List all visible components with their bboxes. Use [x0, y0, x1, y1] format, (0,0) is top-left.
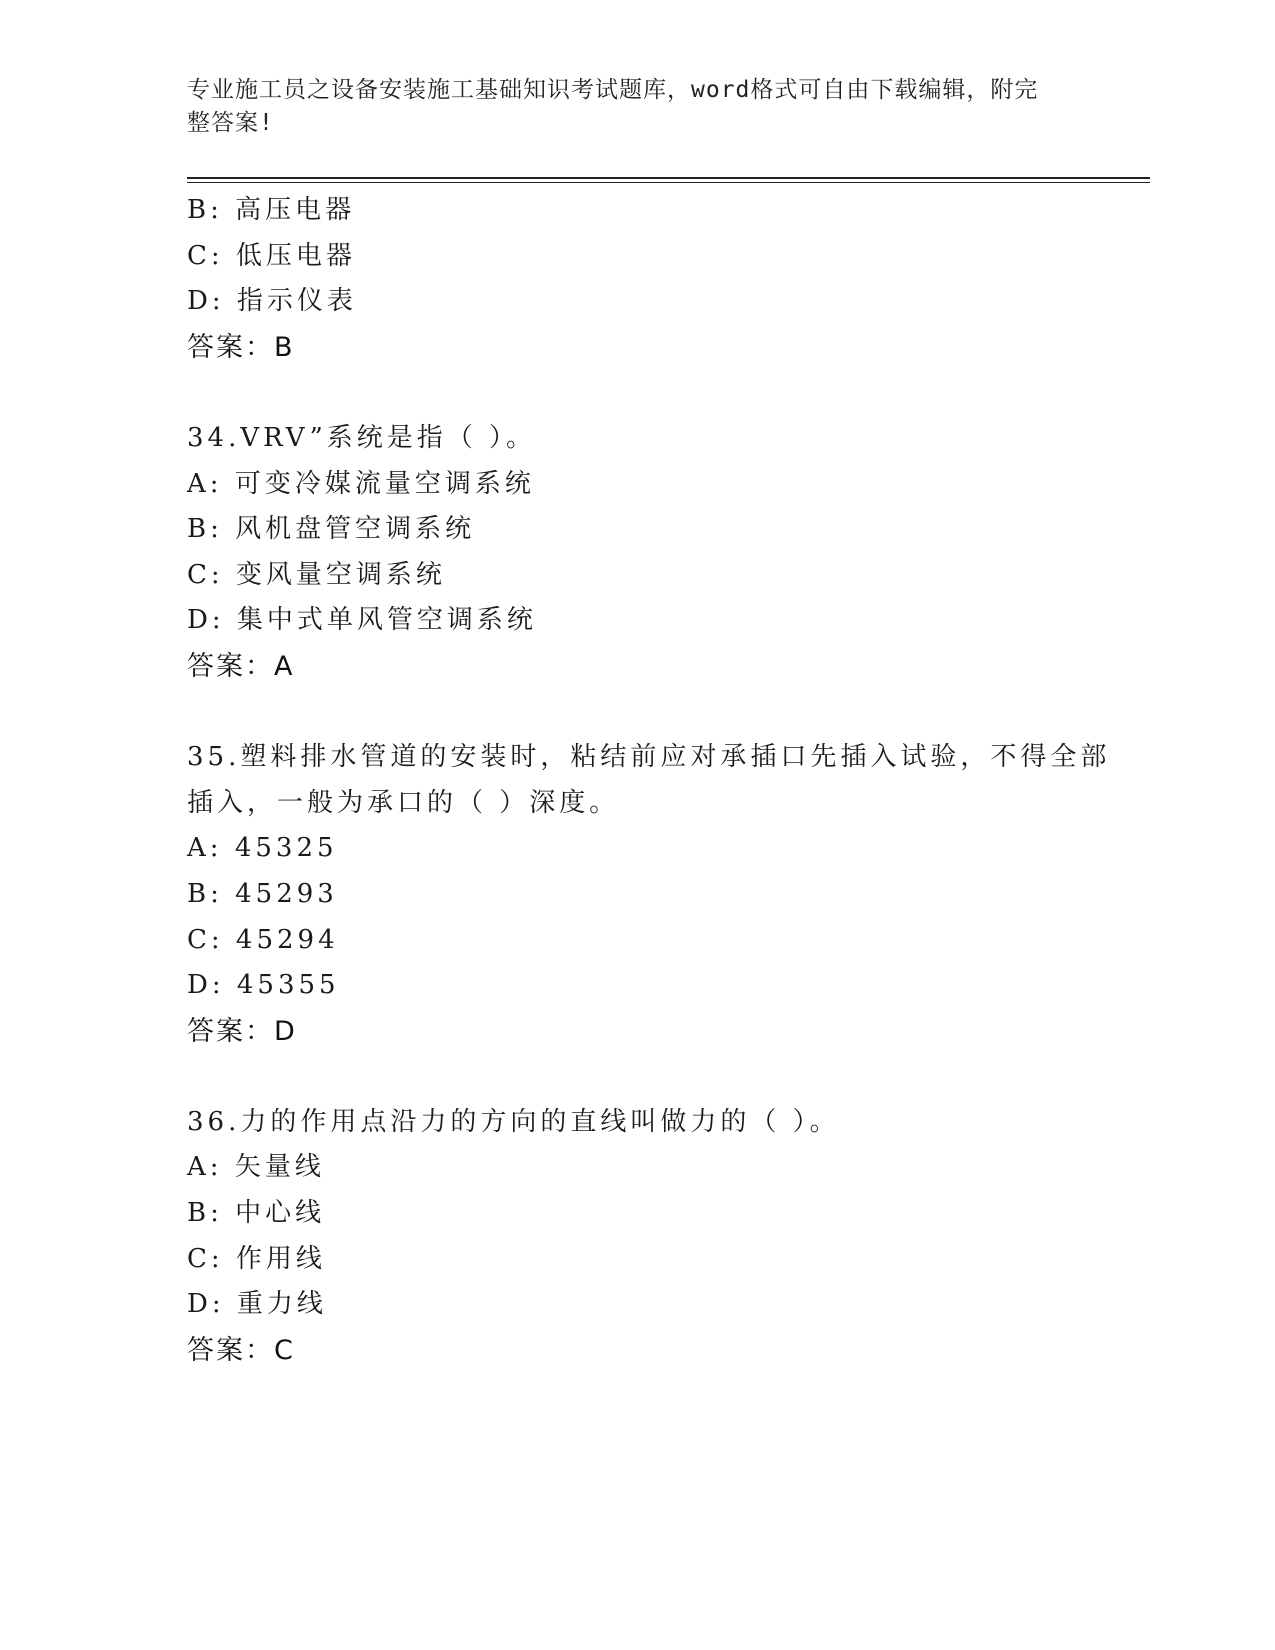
- answer-line: 答案：B: [187, 331, 295, 363]
- option-c: C: 45294: [187, 924, 339, 955]
- answer-line: 答案：C: [187, 1334, 295, 1366]
- option-b: B: 中心线: [187, 1198, 326, 1229]
- document-header: [187, 74, 1067, 140]
- question-stem: 36.力的作用点沿力的方向的直线叫做力的（ ）。: [187, 1106, 840, 1137]
- option-d: D: 指示仪表: [187, 286, 357, 317]
- option-c: C: 低压电器: [187, 240, 356, 271]
- question-36: [187, 1100, 1087, 1374]
- header-divider-thick: [187, 177, 1150, 179]
- option-b: B: 高压电器: [187, 195, 356, 225]
- question-list: [187, 188, 1111, 1373]
- option-c: C: 变风量空调系统: [187, 559, 446, 590]
- question-stem-line-1: 35.塑料排水管道的安装时，粘结前应对承插口先插入试验，不得全部: [187, 742, 1111, 773]
- option-a: A: 矢量线: [187, 1152, 325, 1183]
- option-b: B: 风机盘管空调系统: [187, 514, 476, 545]
- answer-line: 答案：D: [187, 1015, 297, 1047]
- question-stem: 34.VRV”系统是指（ ）。: [187, 422, 537, 453]
- question-34: [187, 416, 1087, 690]
- option-d: D: 45355: [187, 970, 340, 1001]
- option-d: D: 重力线: [187, 1289, 327, 1320]
- question-33-tail: [187, 188, 1087, 370]
- option-d: D: 集中式单风管空调系统: [187, 605, 537, 636]
- question-35: [187, 735, 1111, 1054]
- header-line-2: 整答案!: [187, 110, 274, 136]
- option-a: A: 可变冷媒流量空调系统: [187, 468, 535, 499]
- question-stem-line-2: 插入，一般为承口的（ ）深度。: [187, 787, 620, 818]
- option-b: B: 45293: [187, 878, 338, 909]
- header-line-1: 专业施工员之设备安装施工基础知识考试题库，word格式可自由下载编辑，附完: [187, 77, 1039, 103]
- header-divider-thin: [187, 182, 1150, 183]
- option-c: C: 作用线: [187, 1243, 326, 1274]
- option-a: A: 45325: [187, 833, 338, 864]
- answer-line: 答案：A: [187, 650, 295, 682]
